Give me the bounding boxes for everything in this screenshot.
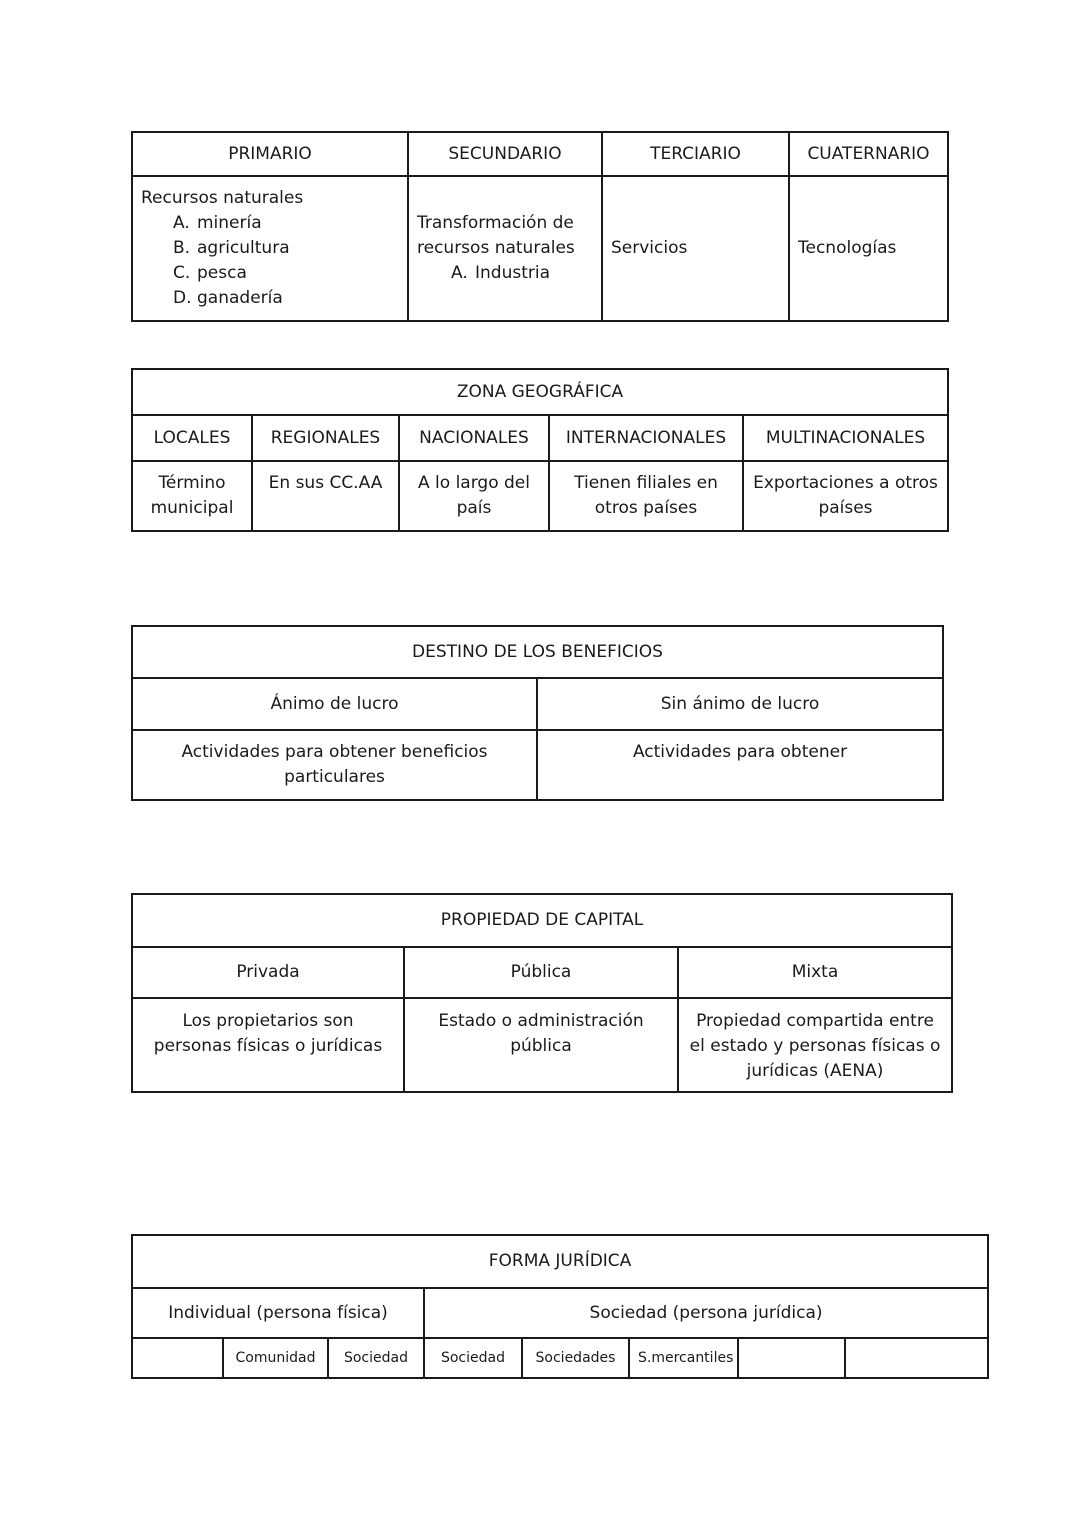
header-individual: Individual (persona física) [132,1288,424,1338]
cell-sin-animo-lucro: Actividades para obtener [537,730,943,800]
destino-table [131,625,944,801]
forma-table [131,1234,989,1379]
header-animo-lucro: Ánimo de lucro [132,678,537,730]
cell-privada: Los propietarios son personas físicas o jurídicas [132,998,404,1092]
cell-nacionales: A lo largo del país [399,461,549,531]
primario-list [141,211,399,311]
cell-locales: Término municipal [132,461,252,531]
cell-cuaternario: Tecnologías [789,176,948,321]
list-item: A. minería [173,213,262,233]
cell-secundario [408,176,602,321]
header-sin-animo-lucro: Sin ánimo de lucro [537,678,943,730]
header-mixta: Mixta [678,947,952,998]
sectores-table [131,131,949,322]
sub-cell [738,1338,845,1378]
list-item: C. pesca [173,263,247,283]
header-secundario: SECUNDARIO [408,132,602,176]
header-cuaternario: CUATERNARIO [789,132,948,176]
cell-terciario: Servicios [602,176,789,321]
secundario-line1: Transformación de [417,213,574,233]
sub-cell: Comunidad [223,1338,328,1378]
header-sociedad: Sociedad (persona jurídica) [424,1288,988,1338]
cell-publica: Estado o administración pública [404,998,678,1092]
sub-cell [132,1338,223,1378]
header-primario: PRIMARIO [132,132,408,176]
header-internacionales: INTERNACIONALES [549,415,743,461]
cell-animo-lucro: Actividades para obtener beneficios particulares [132,730,537,800]
cell-regionales: En sus CC.AA [252,461,399,531]
zona-table [131,368,949,532]
list-item: D. ganadería [173,288,283,308]
cell-primario [132,176,408,321]
list-item: A. Industria [451,263,551,283]
secundario-line2: recursos naturales [417,238,575,258]
header-multinacionales: MULTINACIONALES [743,415,948,461]
cell-mixta: Propiedad compartida entre el estado y personas físicas o jurídicas (AENA) [678,998,952,1092]
cell-internacionales: Tienen filiales en otros países [549,461,743,531]
destino-title: DESTINO DE LOS BENEFICIOS [132,626,943,678]
forma-title: FORMA JURÍDICA [132,1235,988,1288]
header-regionales: REGIONALES [252,415,399,461]
header-terciario: TERCIARIO [602,132,789,176]
header-locales: LOCALES [132,415,252,461]
zona-title: ZONA GEOGRÁFICA [132,369,948,415]
header-publica: Pública [404,947,678,998]
sub-cell: Sociedad [328,1338,424,1378]
cell-multinacionales: Exportaciones a otros países [743,461,948,531]
sub-cell: Sociedades [522,1338,629,1378]
header-nacionales: NACIONALES [399,415,549,461]
sub-cell: S.mercantiles [629,1338,738,1378]
propiedad-title: PROPIEDAD DE CAPITAL [132,894,952,947]
list-item: B. agricultura [173,238,290,258]
primario-title: Recursos naturales [141,188,304,208]
propiedad-table [131,893,953,1093]
header-privada: Privada [132,947,404,998]
sub-cell: Sociedad [424,1338,522,1378]
sub-cell [845,1338,988,1378]
